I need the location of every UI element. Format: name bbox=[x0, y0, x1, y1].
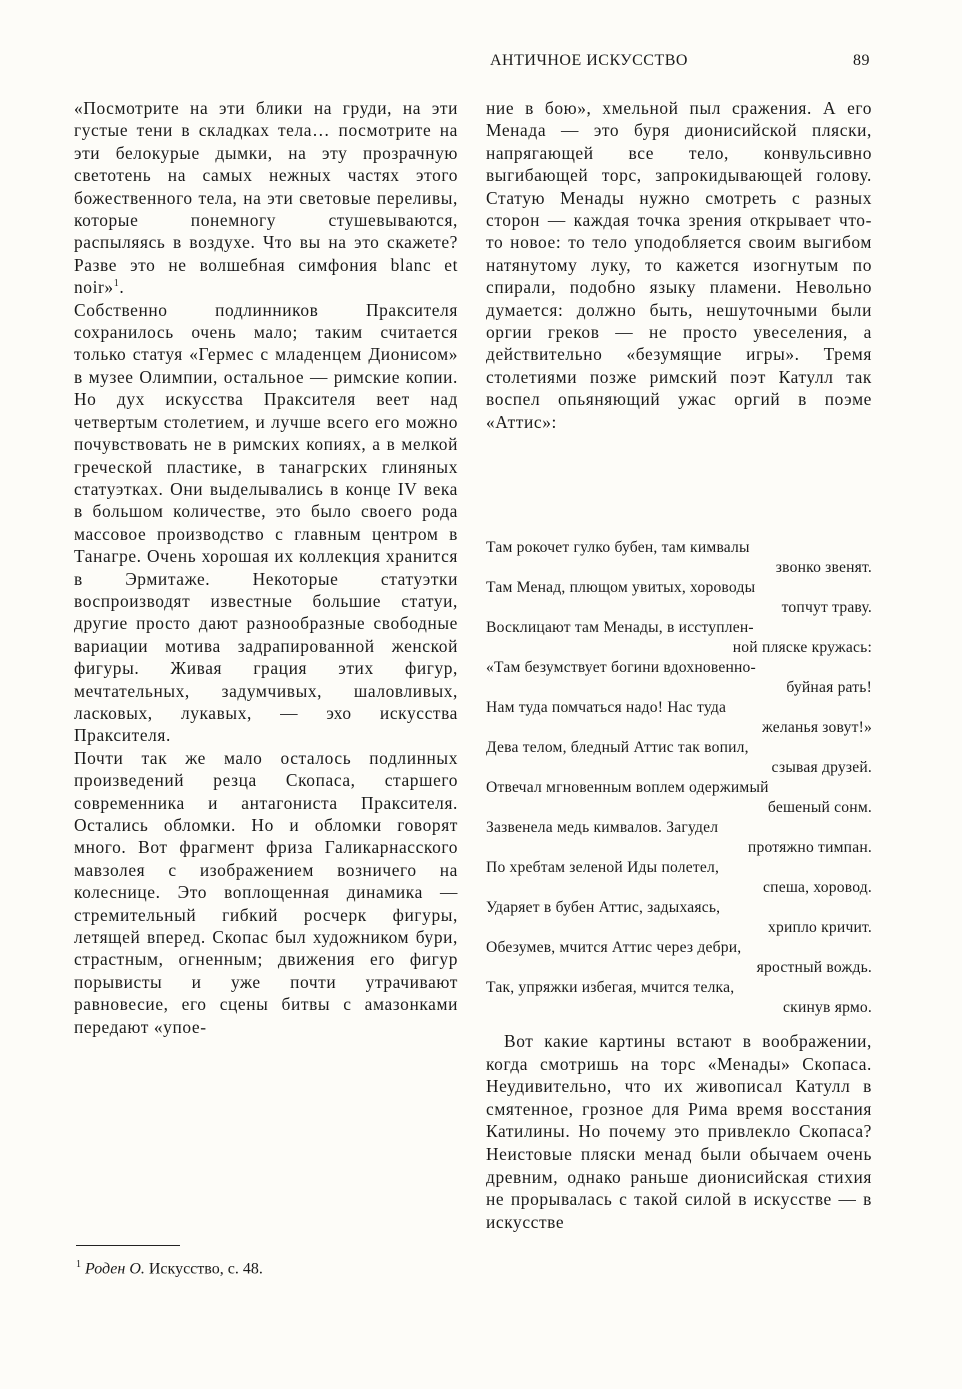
poem-line-start: Обезумев, мчится Аттис через дебри, bbox=[486, 939, 742, 956]
left-column bbox=[74, 97, 458, 1038]
footnote bbox=[76, 1255, 456, 1279]
poem-line-start: Восклицают там Менады, в исступлен- bbox=[486, 619, 754, 636]
poem-line bbox=[486, 898, 872, 938]
footnote-author: Роден О. bbox=[85, 1260, 145, 1278]
poem-line-end: протяжно тимпан. bbox=[747, 839, 872, 856]
poem-line-end: буйная рать! bbox=[786, 679, 872, 696]
after-poem-block bbox=[486, 1030, 872, 1233]
poem-line-start: Там Менад, плющом увитых, хороводы bbox=[486, 579, 756, 596]
poem-line-end: звонко звенят. bbox=[775, 559, 872, 576]
poem-line-start: Ударяет в бубен Аттис, задыхаясь, bbox=[486, 899, 721, 916]
poem-line-start: Зазвенела медь кимвалов. Загудел bbox=[486, 819, 719, 836]
poem-line-start: Там рокочет гулко бубен, там кимвалы bbox=[486, 539, 750, 556]
quote-paragraph: «Посмотрите на эти блики на груди, на эти густые тени в складках тела… посмотрите на эти белокурые дымки, на эту прозрачную светотень на самых нежных частях этого божественного тела, на эти световые переливы, которые понемногу стушевываются, распыляясь в воздухе. Что вы на это скажете? Разве это не волшебная симфония blanc et noir»$^1$. bbox=[74, 98, 458, 298]
poem-line bbox=[486, 778, 872, 818]
poem-line bbox=[486, 538, 872, 578]
poem-line bbox=[486, 818, 872, 858]
poem-line-start: Нам туда помчаться надо! Нас туда bbox=[486, 699, 727, 716]
running-title: АНТИЧНОЕ ИСКУССТВО bbox=[490, 52, 688, 69]
poem-line bbox=[486, 938, 872, 978]
poem-line-end: хрипло кричит. bbox=[767, 919, 872, 936]
poem-line bbox=[486, 658, 872, 698]
poem-line-start: Дева телом, бледный Аттис так вопил, bbox=[486, 739, 749, 756]
poem-line-end: сзывая друзей. bbox=[771, 759, 872, 776]
paragraph-praxiteles: Собственно подлинников Праксителя сохранилось очень мало; таким считается только статуя «Гермес с младенцем Дионисом» в музее Олимпии, остальное — римские копии. Но дух искусства Праксителя веет над четвертым столетием, и лучше всего его можно почувствовать не в римских копиях, а в мелкой греческой пластике, в танагрских глиняных статуэтках. Они выделывались в конце IV века в большом количестве, это было своего рода массовое производство с главным центром в Танагре. Очень хорошая их коллекция хранится в Эрмитаже. Некоторые статуэтки воспроизводят известные большие статуи, другие просто дают разнообразные свободные вариации мотива задрапированной женской фигуры. Живая грация этих фигур, мечтательных, задумчивых, шаловливых, ласковых, лукавых, — эхо искусства Праксителя. bbox=[74, 299, 458, 746]
poem-line-end: бешеный сонм. bbox=[767, 799, 872, 816]
poem-attis bbox=[486, 538, 872, 1018]
poem-line-end: яростный вождь. bbox=[756, 959, 872, 976]
footnote-rule bbox=[76, 1245, 180, 1246]
poem-line-end: спеша, хоровод. bbox=[763, 879, 872, 896]
poem-line-start: Так, упряжки избегая, мчится телка, bbox=[486, 979, 735, 996]
quote-text: «Посмотрите на эти блики на груди, на эти густые тени в складках тела… посмотрите на эти белокурые дымки, на эту прозрачную светотень на самых нежных частях этого божественного тела, на эти световые переливы, которые понемногу стушевываются, распыляясь в воздухе. Что вы на это скажете? Разве это не волшебная симфония blanc et noir» bbox=[74, 98, 458, 298]
poem-line bbox=[486, 858, 872, 898]
right-column bbox=[486, 97, 872, 433]
poem-line bbox=[486, 738, 872, 778]
footnote-source: Искусство, с. 48. bbox=[148, 1260, 263, 1278]
poem-line bbox=[486, 578, 872, 618]
poem-line-start: Отвечал мгновенным воплем одержимый bbox=[486, 779, 769, 796]
poem-line-end: скинув ярмо. bbox=[783, 999, 872, 1016]
poem-line-end: желанья зовут!» bbox=[761, 719, 872, 736]
poem-line-start: «Там безумствует богини вдохновенно- bbox=[486, 659, 756, 676]
poem-line bbox=[486, 618, 872, 658]
paragraph-skopas: Почти так же мало осталось подлинных произведений резца Скопаса, старшего современника и антагониста Праксителя. Остались обломки. Но и обломки говорят много. Вот фрагмент фриза Галикарнасского мавзолея с изображением возничего на колеснице. Это воплощенная динамика — стремительный гибкий росчерк фигуры, летящей вперед. Скопас был художником бури, страстным, огненным; движения его фигур порывисты и уже почти утрачивают равновесие, его сцены битвы с амазонками передают «упое- bbox=[74, 747, 458, 1037]
paragraph-maenad: ние в бою», хмельной пыл сражения. А его Менада — это буря дионисийской пляски, напрягающей все тело, конвульсивно выгибающей торс, запрокидывающей голову. Статую Менады нужно смотреть с разных сторон — каждая точка зрения открывает что-то новое: то тело уподобляется своим выгибом натянутому луку, то кажется изогнутым по спирали, подобно языку пламени. Невольно думается: должно быть, нешуточными были оргии греков — не просто увеселения, а действительно «безумящие игры». Тремя столетиями позже римский поэт Катулл так воспел опьяняющий ужас оргий в поэме «Аттис»: bbox=[486, 98, 872, 432]
footnote-number: 1 bbox=[76, 1259, 81, 1270]
page-number: 89 bbox=[853, 52, 870, 69]
poem-line bbox=[486, 698, 872, 738]
poem-line-end: ной пляске кружась: bbox=[732, 639, 872, 656]
poem-line bbox=[486, 978, 872, 1018]
running-header bbox=[490, 52, 870, 70]
footnote-ref: 1 bbox=[113, 278, 120, 290]
poem-line-end: топчут траву. bbox=[781, 599, 872, 616]
poem-line-start: По хребтам зеленой Иды полетел, bbox=[486, 859, 720, 876]
paragraph-after-poem: Вот какие картины встают в воображении, когда смотришь на торс «Менады» Скопаса. Неудивительно, что их живописал Катулл в смятенное, грозное для Рима время восстания Катилины. Но почему это привлекло Скопаса? Неистовые пляски менад были обычаем очень древним, однако раньше дионисийская стихия не прорывалась с такой силой в искусстве — в искусстве bbox=[486, 1031, 872, 1232]
